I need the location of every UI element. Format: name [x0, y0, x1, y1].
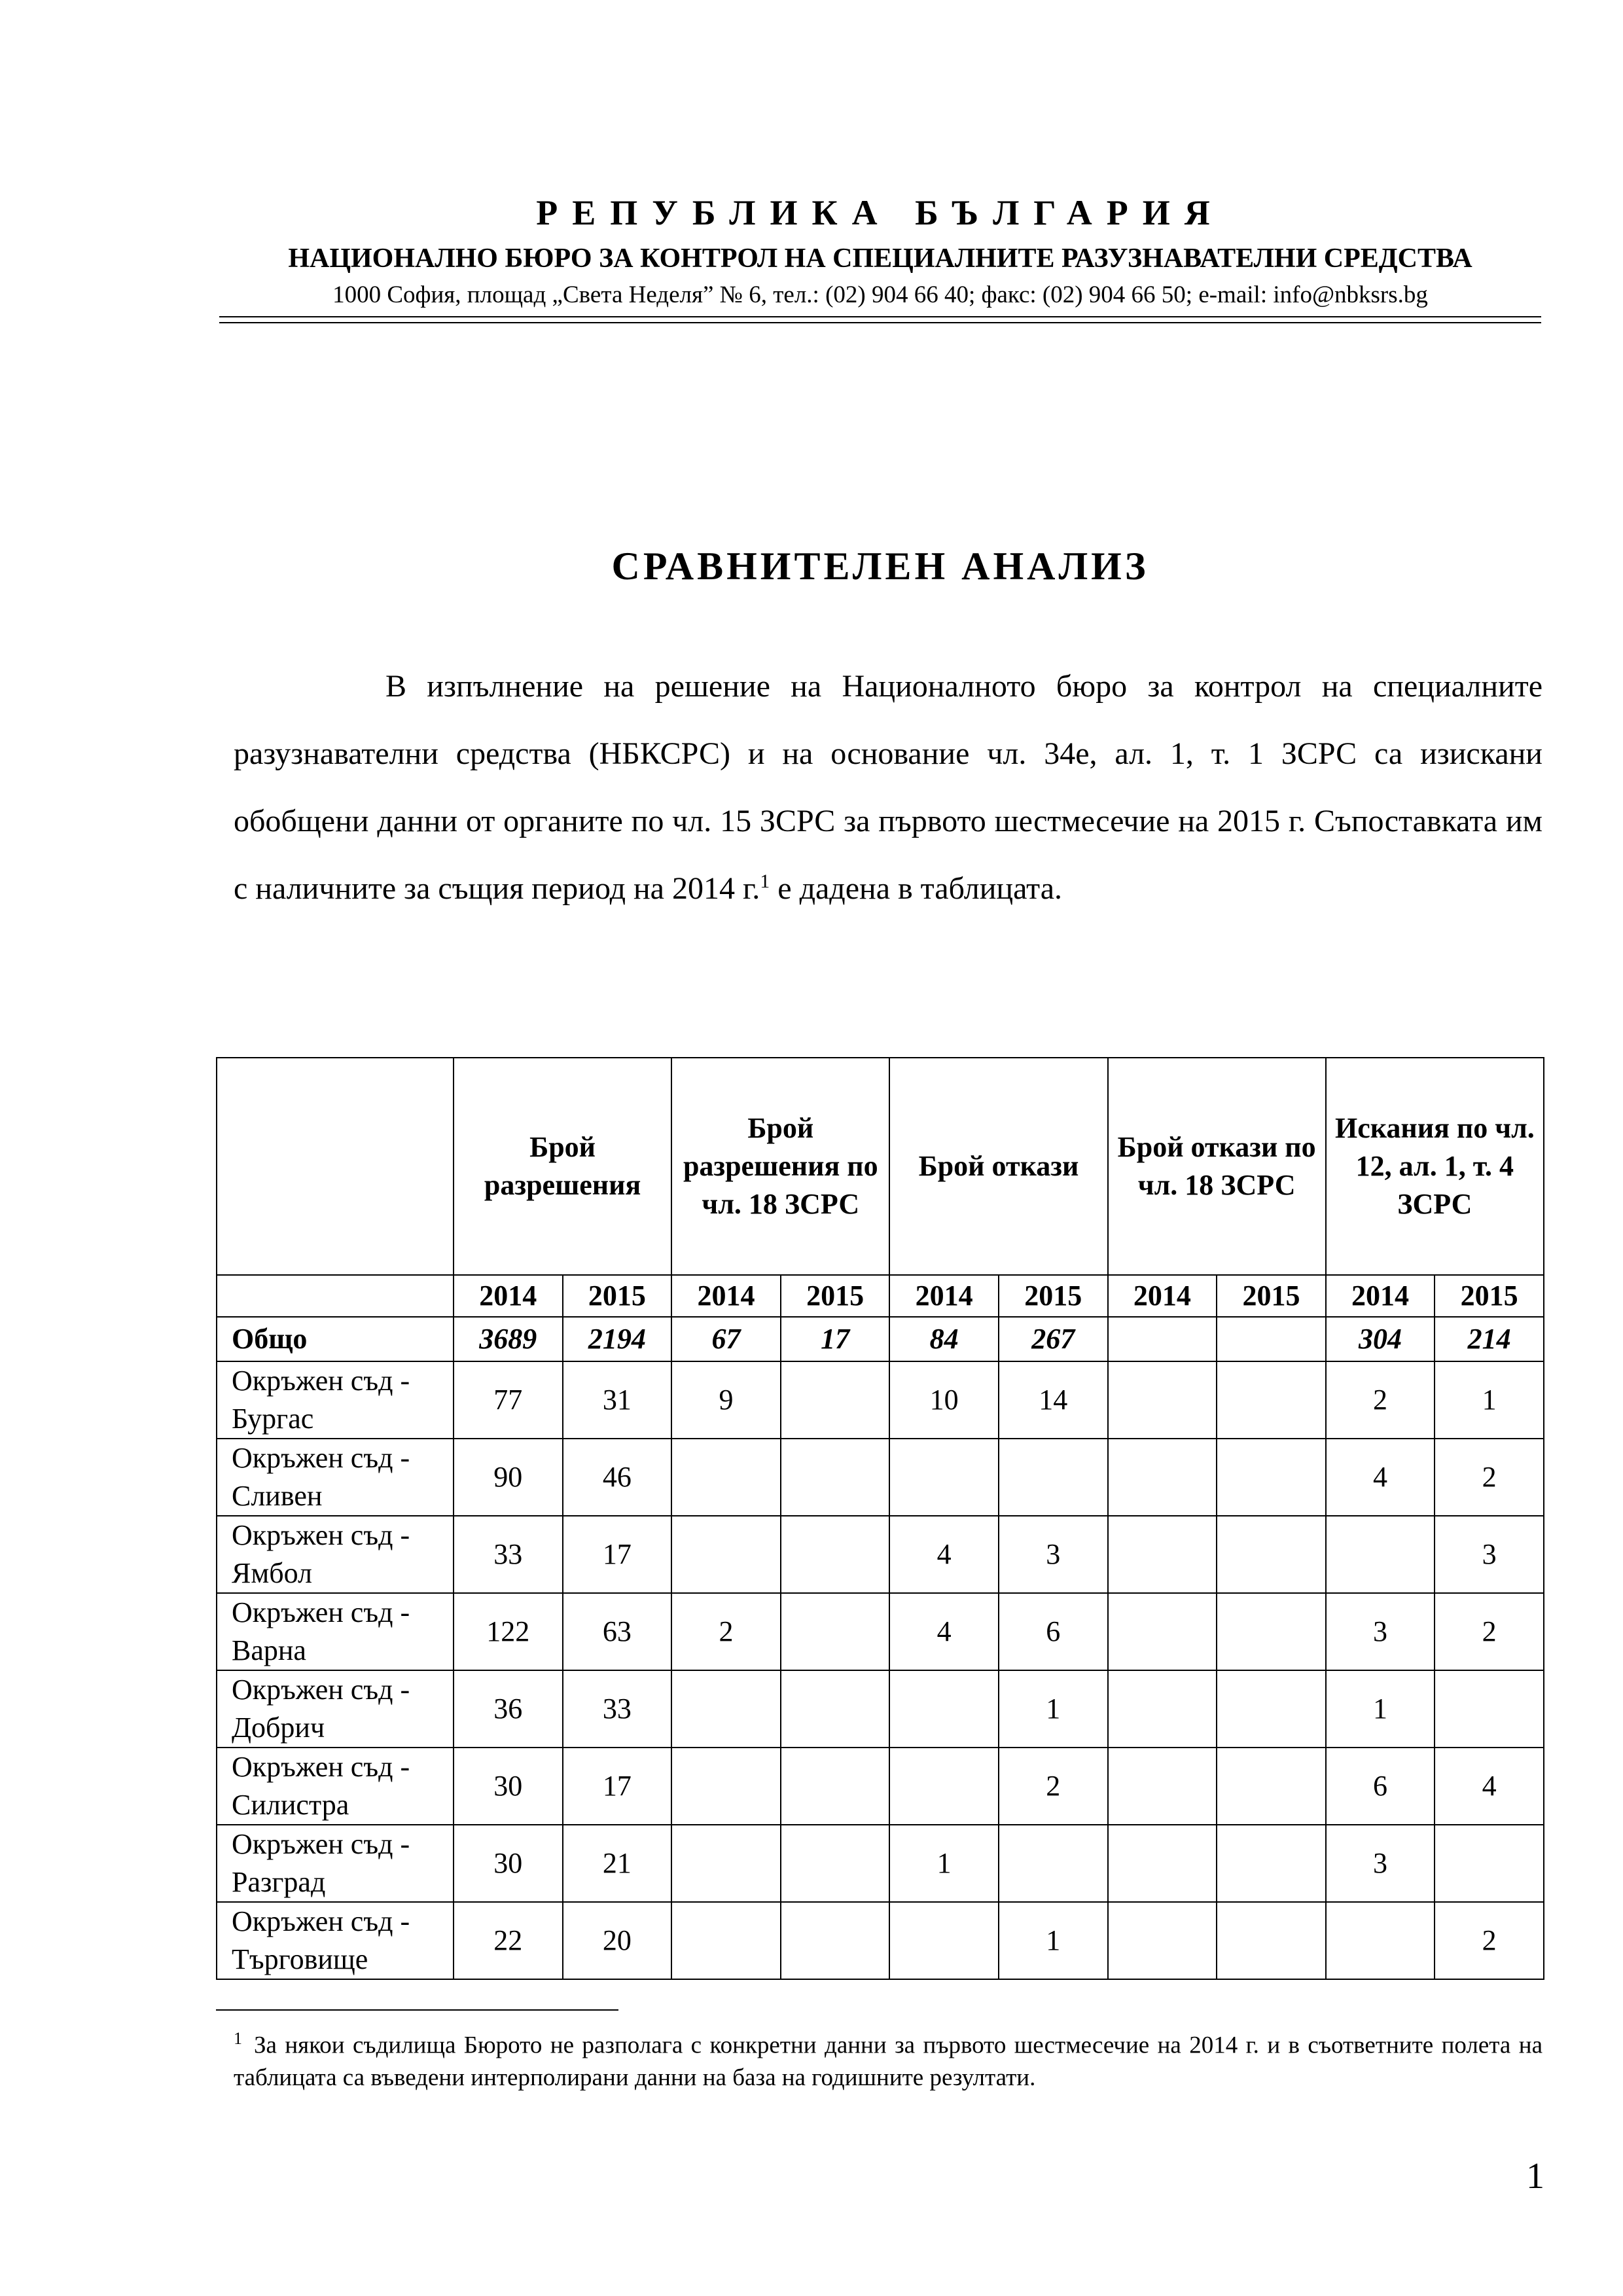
total-row — [217, 1317, 1544, 1361]
year-header-row — [217, 1275, 1544, 1317]
table-cell: 21 — [563, 1825, 672, 1902]
table-cell — [671, 1902, 781, 1979]
table-cell — [781, 1516, 890, 1593]
table-cell — [671, 1439, 781, 1516]
table-cell: 2 — [1435, 1902, 1544, 1979]
table-cell: 3 — [999, 1516, 1108, 1593]
year-header: 2015 — [1217, 1275, 1326, 1317]
intro-text: В изпълнение на решение на Националното бюро за контрол на специалните разузнавателни средства (НБКСРС) и на основание чл. 34е, ал. 1, т. 1 ЗСРС са изискани обобщени данни от органите по чл. 15 ЗСРС за първото шестмесечие на 2015 г. Съпоставката им с наличните за същия период на 2014 г. — [234, 669, 1543, 906]
table-cell — [1435, 1670, 1544, 1748]
row-label: Окръжен съд - Варна — [217, 1593, 454, 1670]
table-row — [217, 1748, 1544, 1825]
table-cell: 63 — [563, 1593, 672, 1670]
page-number: 1 — [1526, 2156, 1544, 2197]
letterhead-divider — [219, 316, 1541, 323]
row-label: Окръжен съд - Търговище — [217, 1902, 454, 1979]
table-cell: 84 — [889, 1317, 999, 1361]
table-cell: 9 — [671, 1361, 781, 1439]
table-cell: 4 — [889, 1593, 999, 1670]
table-cell — [781, 1439, 890, 1516]
table-cell: 90 — [454, 1439, 563, 1516]
table-cell — [1217, 1748, 1326, 1825]
row-label: Окръжен съд - Силистра — [217, 1748, 454, 1825]
table-cell: 4 — [889, 1516, 999, 1593]
row-label: Окръжен съд - Ямбол — [217, 1516, 454, 1593]
table-cell: 2 — [1326, 1361, 1435, 1439]
table-cell: 1 — [889, 1825, 999, 1902]
table-cell: 20 — [563, 1902, 672, 1979]
table-cell — [1435, 1825, 1544, 1902]
table-cell — [1326, 1516, 1435, 1593]
table-cell: 33 — [563, 1670, 672, 1748]
table-cell — [1217, 1317, 1326, 1361]
table-cell — [1217, 1670, 1326, 1748]
table-cell: 1 — [1326, 1670, 1435, 1748]
year-header: 2014 — [889, 1275, 999, 1317]
table-cell: 17 — [563, 1516, 672, 1593]
table-cell — [781, 1593, 890, 1670]
footnote-separator — [216, 2009, 618, 2011]
table-cell — [1108, 1825, 1217, 1902]
table-cell: 46 — [563, 1439, 672, 1516]
table-cell: 214 — [1435, 1317, 1544, 1361]
table-cell: 36 — [454, 1670, 563, 1748]
table-cell — [999, 1825, 1108, 1902]
year-header: 2014 — [1326, 1275, 1435, 1317]
group-header: Брой разрешения — [454, 1058, 671, 1275]
table-cell — [671, 1516, 781, 1593]
table-row — [217, 1825, 1544, 1902]
table-cell — [1108, 1902, 1217, 1979]
table-cell: 17 — [781, 1317, 890, 1361]
table-cell: 77 — [454, 1361, 563, 1439]
table-cell: 3689 — [454, 1317, 563, 1361]
table-cell — [781, 1361, 890, 1439]
document-title: СРАВНИТЕЛЕН АНАЛИЗ — [611, 545, 1149, 588]
row-label: Окръжен съд - Бургас — [217, 1361, 454, 1439]
footnote-text: За някои съдилища Бюрото не разполага с конкретни данни за първото шестмесечие на 2014 г. и в съответните полета на таблицата са въведени интерполирани данни на база на годишните резултати. — [234, 2032, 1543, 2092]
table-cell: 33 — [454, 1516, 563, 1593]
table-cell — [671, 1748, 781, 1825]
table-cell: 2 — [1435, 1439, 1544, 1516]
row-label: Окръжен съд - Разград — [217, 1825, 454, 1902]
year-header: 2014 — [454, 1275, 563, 1317]
table-cell: 2 — [1435, 1593, 1544, 1670]
table-cell — [781, 1902, 890, 1979]
table-cell: 304 — [1326, 1317, 1435, 1361]
table-cell: 31 — [563, 1361, 672, 1439]
table-cell: 14 — [999, 1361, 1108, 1439]
table-cell: 17 — [563, 1748, 672, 1825]
row-label: Окръжен съд - Добрич — [217, 1670, 454, 1748]
footnote-reference: 1 — [760, 870, 770, 892]
table-cell — [1108, 1317, 1217, 1361]
table-cell: 2 — [999, 1748, 1108, 1825]
table-cell: 1 — [999, 1902, 1108, 1979]
table-cell: 4 — [1435, 1748, 1544, 1825]
country-name: РЕПУБЛИКА БЪЛГАРИЯ — [536, 193, 1224, 232]
table-cell — [889, 1439, 999, 1516]
table-cell — [781, 1670, 890, 1748]
table-cell — [889, 1902, 999, 1979]
table-row — [217, 1670, 1544, 1748]
table-cell: 2 — [671, 1593, 781, 1670]
table-row — [217, 1516, 1544, 1593]
bureau-name: НАЦИОНАЛНО БЮРО ЗА КОНТРОЛ НА СПЕЦИАЛНИТЕ РАЗУЗНАВАТЕЛНИ СРЕДСТВА — [288, 243, 1472, 274]
table-cell — [1108, 1439, 1217, 1516]
year-header: 2015 — [999, 1275, 1108, 1317]
table-row — [217, 1593, 1544, 1670]
table-cell: 30 — [454, 1748, 563, 1825]
table-cell: 2194 — [563, 1317, 672, 1361]
table-cell: 22 — [454, 1902, 563, 1979]
table-cell — [781, 1825, 890, 1902]
statistics-table — [216, 1057, 1544, 1980]
table-cell — [1217, 1516, 1326, 1593]
row-label: Окръжен съд - Сливен — [217, 1439, 454, 1516]
footnote — [234, 2022, 1543, 2094]
table-row — [217, 1902, 1544, 1979]
letterhead — [219, 187, 1541, 312]
footnote-marker: 1 — [234, 2029, 242, 2048]
table-cell — [1217, 1825, 1326, 1902]
table-cell — [781, 1748, 890, 1825]
table-cell: 267 — [999, 1317, 1108, 1361]
table-cell — [1108, 1670, 1217, 1748]
table-cell — [889, 1748, 999, 1825]
table-cell — [1108, 1593, 1217, 1670]
table-cell — [1217, 1439, 1326, 1516]
table-cell — [1108, 1748, 1217, 1825]
year-header: 2014 — [671, 1275, 781, 1317]
group-header: Брой откази по чл. 18 ЗСРС — [1108, 1058, 1326, 1275]
table-cell: 30 — [454, 1825, 563, 1902]
table-row — [217, 1361, 1544, 1439]
table-cell — [1108, 1361, 1217, 1439]
year-header: 2015 — [563, 1275, 672, 1317]
group-header: Брой разрешения по чл. 18 ЗСРС — [671, 1058, 889, 1275]
table-cell — [671, 1825, 781, 1902]
table-cell — [1326, 1902, 1435, 1979]
table-cell — [889, 1670, 999, 1748]
table-cell: 10 — [889, 1361, 999, 1439]
table-cell — [1217, 1593, 1326, 1670]
corner-cell — [217, 1058, 454, 1275]
table-cell: 6 — [999, 1593, 1108, 1670]
intro-paragraph — [234, 653, 1543, 922]
group-header: Искания по чл. 12, ал. 1, т. 4 ЗСРС — [1326, 1058, 1544, 1275]
table-row — [217, 1439, 1544, 1516]
table-cell — [1217, 1361, 1326, 1439]
table-cell: 1 — [1435, 1361, 1544, 1439]
table-cell: 3 — [1435, 1516, 1544, 1593]
table-cell: 1 — [999, 1670, 1108, 1748]
year-header: 2014 — [1108, 1275, 1217, 1317]
year-header: 2015 — [1435, 1275, 1544, 1317]
table-cell: 4 — [1326, 1439, 1435, 1516]
table-cell — [999, 1439, 1108, 1516]
table-cell: 3 — [1326, 1825, 1435, 1902]
bureau-address: 1000 София, площад „Света Неделя” № 6, тел.: (02) 904 66 40; факс: (02) 904 66 50; e-mail: info@nbksrs.bg — [332, 281, 1428, 308]
table-cell — [1217, 1902, 1326, 1979]
year-header: 2015 — [781, 1275, 890, 1317]
group-header-row — [217, 1058, 1544, 1275]
table-cell: 122 — [454, 1593, 563, 1670]
corner-cell-years — [217, 1275, 454, 1317]
row-label: Общо — [217, 1317, 454, 1361]
table-cell: 67 — [671, 1317, 781, 1361]
table-cell: 3 — [1326, 1593, 1435, 1670]
group-header: Брой откази — [889, 1058, 1107, 1275]
table-cell — [1108, 1516, 1217, 1593]
table-cell: 6 — [1326, 1748, 1435, 1825]
table-cell — [671, 1670, 781, 1748]
intro-text-end: е дадена в таблицата. — [770, 871, 1063, 906]
